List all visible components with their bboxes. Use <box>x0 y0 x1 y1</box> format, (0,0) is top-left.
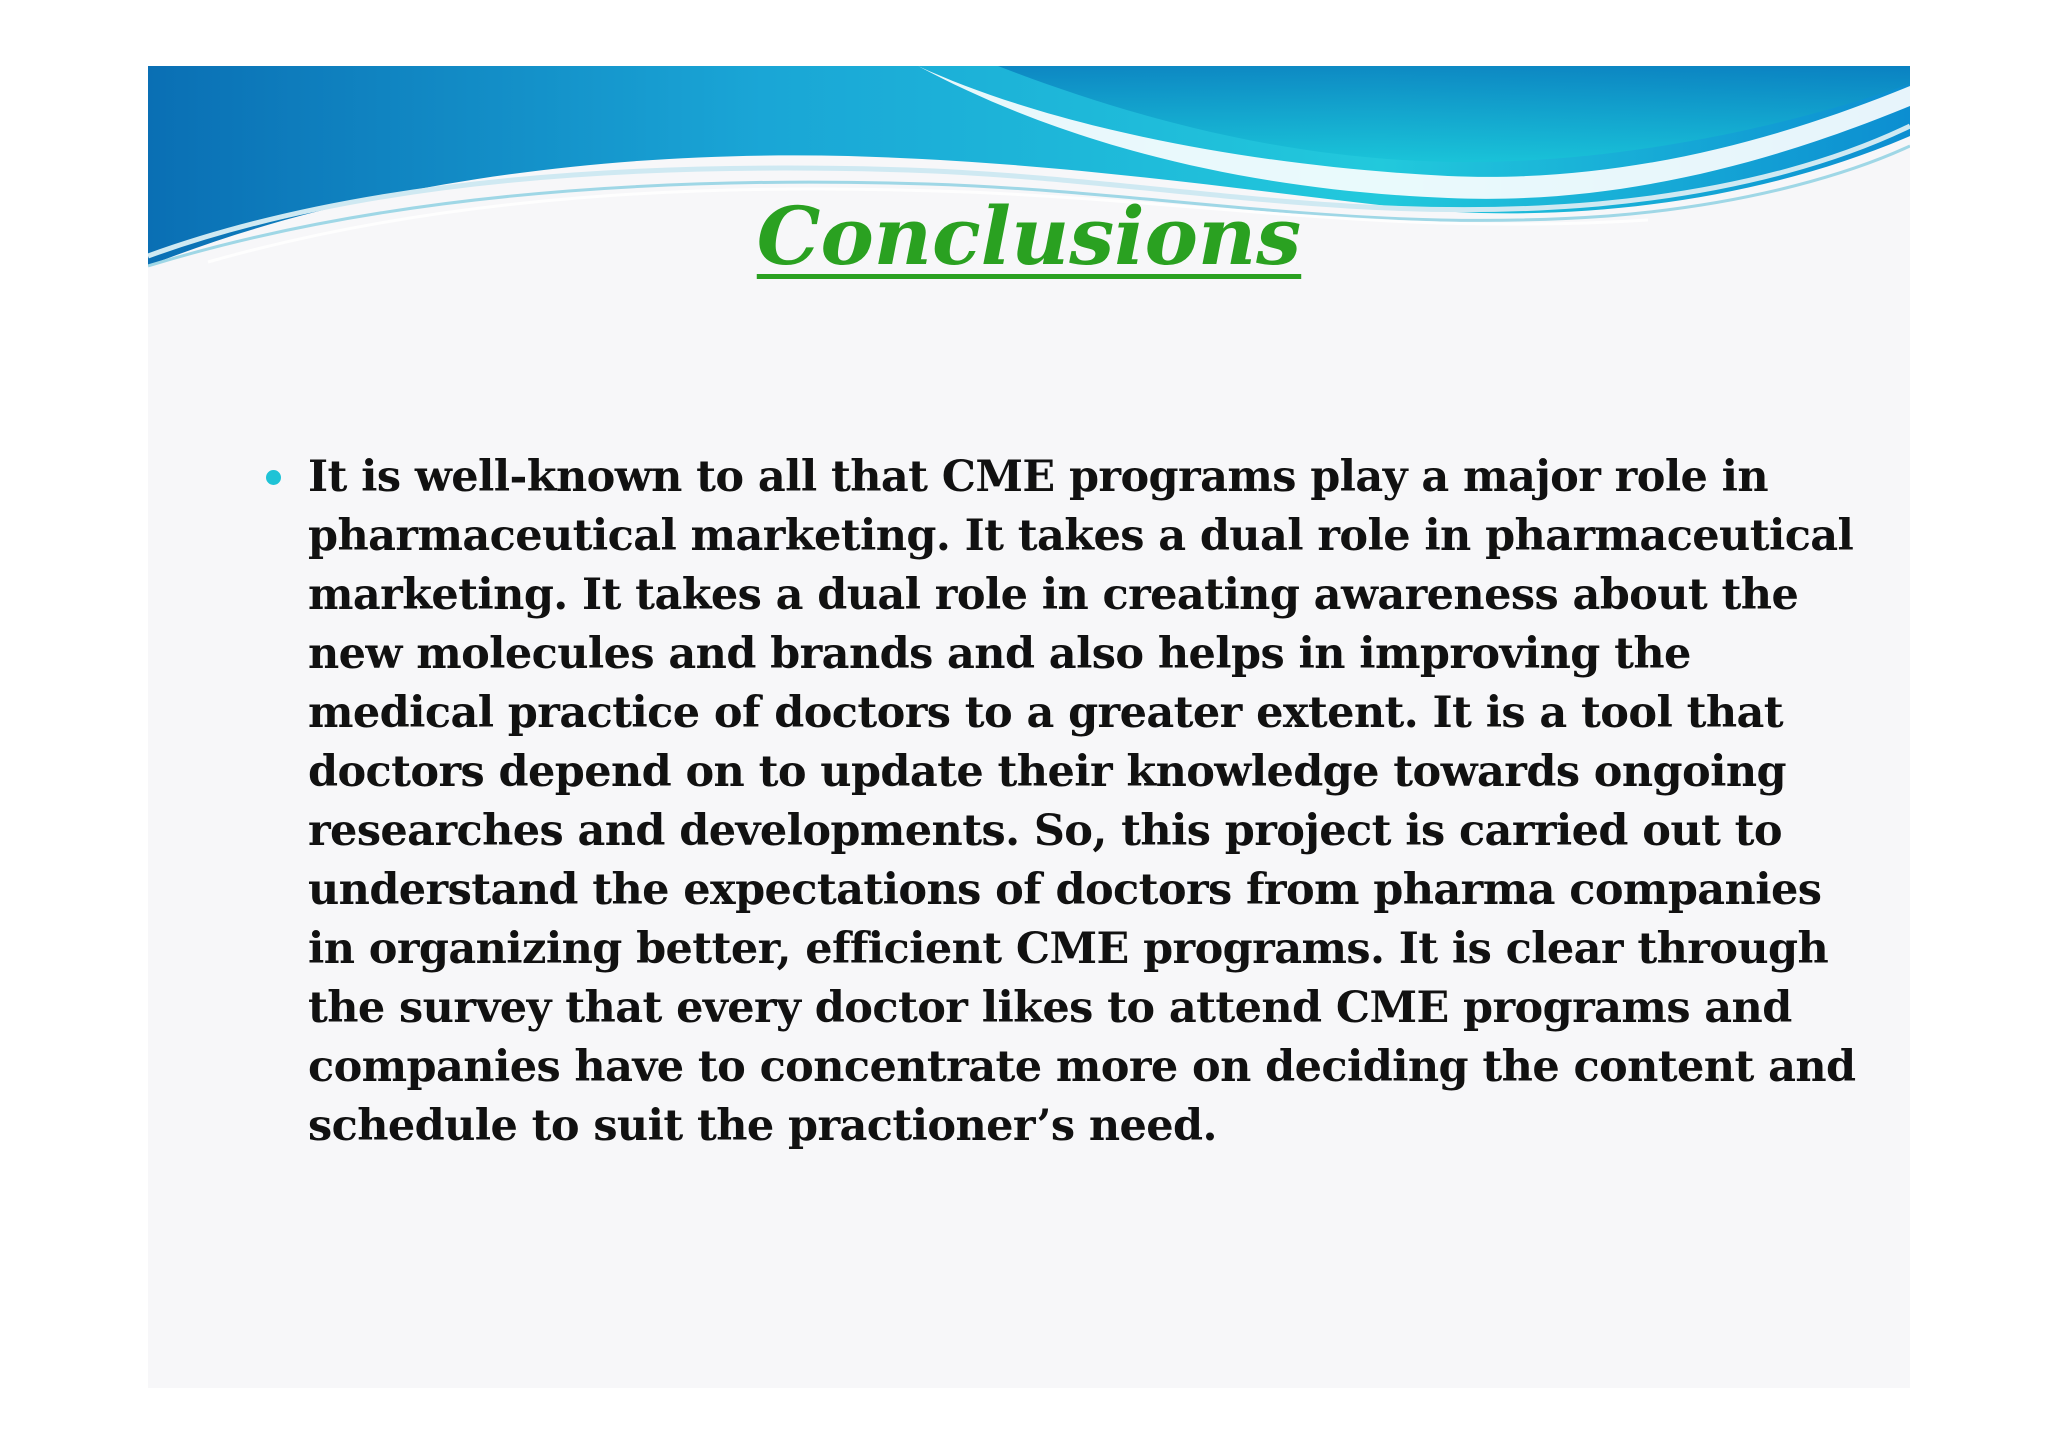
bullet-item <box>256 448 1856 1156</box>
slide-title-text: Conclusions <box>756 189 1302 283</box>
slide <box>148 66 1910 1388</box>
slide-title <box>148 186 1910 286</box>
bullet-list <box>256 448 1856 1156</box>
bullet-text: It is well-known to all that CME programs play a major role in pharmaceutical marketing. It takes a dual role in pharmaceutical marketing. It takes a dual role in creating awareness about the new molecules and brands and also helps in improving the medical practice of doctors to a greater extent. It is a tool that doctors depend on to update their knowledge towards ongoing researches and developments. So, this project is carried out to understand the expectations of doctors from pharma companies in organizing better, efficient CME programs. It is clear through the survey that every doctor likes to attend CME programs and companies have to concentrate more on deciding the content and schedule to suit the practioner’s need. <box>308 452 1856 1151</box>
bullet-dot-icon <box>266 470 281 485</box>
